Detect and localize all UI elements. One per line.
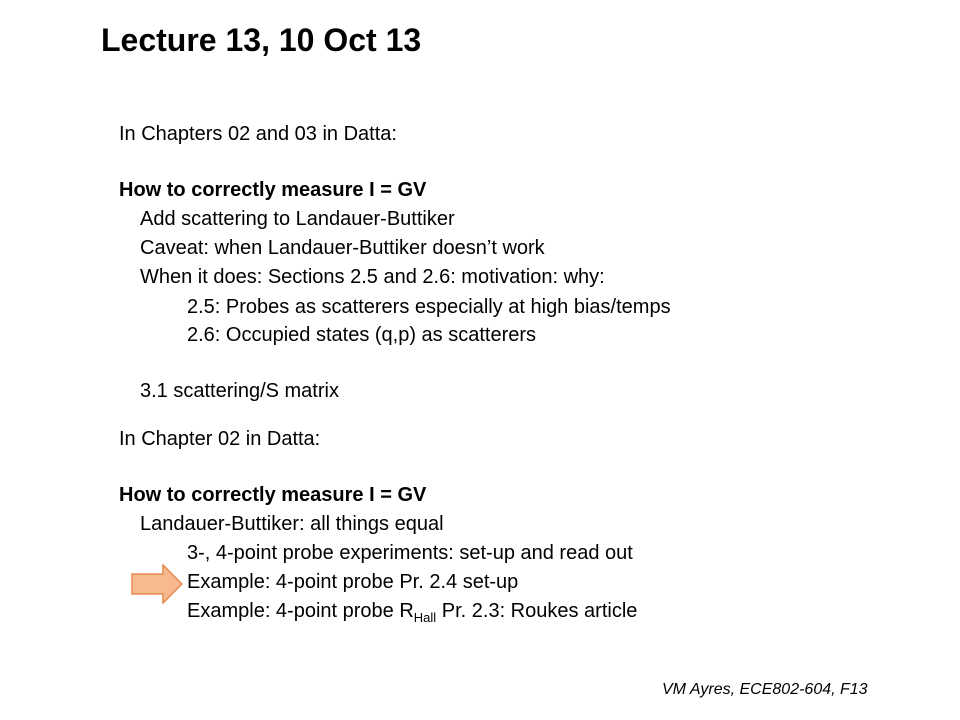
- slide-title: Lecture 13, 10 Oct 13: [101, 22, 422, 58]
- section1-subitem: 2.6: Occupied states (q,p) as scatterers: [187, 324, 537, 346]
- section1-item: When it does: Sections 2.5 and 2.6: motivation: why:: [140, 266, 605, 288]
- section1-heading: How to correctly measure I = GV: [119, 179, 427, 201]
- footer-credit: VM Ayres, ECE802-604, F13: [662, 681, 868, 698]
- section1-subitem: 2.5: Probes as scatterers especially at high bias/temps: [187, 296, 671, 318]
- hall-subscript: Hall: [413, 610, 437, 625]
- right-arrow-icon: [131, 564, 183, 604]
- section1-item: Caveat: when Landauer-Buttiker doesn’t work: [140, 237, 545, 259]
- section2-subitem: 3-, 4-point probe experiments: set-up and read out: [187, 542, 633, 564]
- section2-subitem: Example: 4-point probe Pr. 2.4 set-up: [187, 571, 519, 593]
- section2-heading: How to correctly measure I = GV: [119, 484, 427, 506]
- section1-item: Add scattering to Landauer-Buttiker: [140, 208, 455, 230]
- section1-extra: 3.1 scattering/S matrix: [140, 380, 339, 402]
- section2-item: Landauer-Buttiker: all things equal: [140, 513, 444, 535]
- section2-last-item: [187, 599, 637, 625]
- section2-intro: In Chapter 02 in Datta:: [119, 428, 321, 450]
- last-item-prefix: Example: 4-point probe R: [187, 600, 414, 622]
- section1-intro: In Chapters 02 and 03 in Datta:: [119, 123, 397, 145]
- last-item-suffix: Pr. 2.3: Roukes article: [436, 600, 638, 622]
